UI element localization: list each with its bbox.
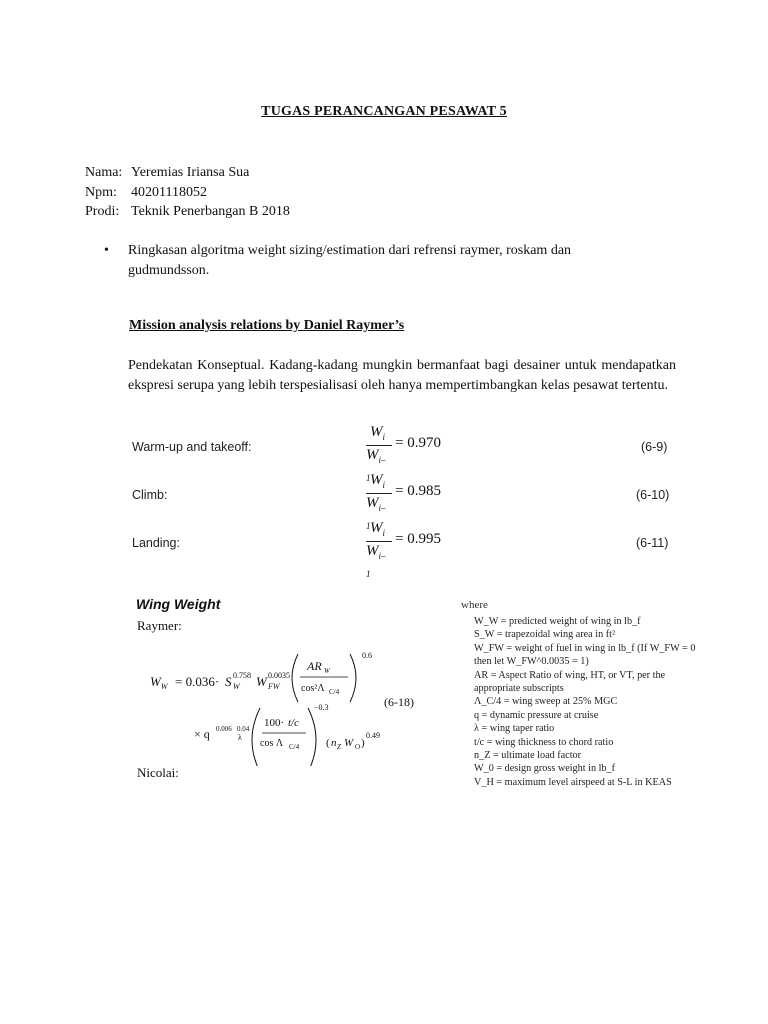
document-title: TUGAS PERANCANGAN PESAWAT 5	[261, 104, 507, 119]
definition-item: W_W = predicted weight of wing in lb_f	[474, 616, 641, 627]
svg-text:W: W	[233, 682, 240, 691]
student-info	[85, 163, 290, 222]
info-label: Nama:	[85, 165, 123, 180]
info-value: Teknik Penerbangan B 2018	[131, 204, 290, 219]
definition-item: t/c = wing thickness to chord ratio	[474, 736, 614, 748]
svg-text:C/4: C/4	[329, 688, 340, 696]
equation-number: (6-18)	[384, 695, 414, 709]
definition-item: V_H = maximum level airspeed at S-L in KEAS	[474, 776, 672, 788]
svg-text:FW: FW	[268, 682, 280, 691]
svg-text:0.6: 0.6	[362, 651, 372, 660]
info-value: Yeremias Iriansa Sua	[131, 165, 250, 180]
wing-weight-title: Wing Weight	[136, 596, 221, 612]
definition-item: q = dynamic pressure at cruise	[474, 709, 599, 721]
info-label: Npm:	[85, 184, 117, 200]
svg-text:AR: AR	[307, 659, 322, 673]
nicolai-label: Nicolai:	[137, 765, 179, 780]
svg-text:0.006: 0.006	[216, 725, 232, 733]
svg-text:0.0035: 0.0035	[268, 671, 290, 680]
equation-label: Landing:	[132, 536, 180, 550]
equation-number: (6-9)	[641, 440, 668, 454]
equation-value: = 0.995	[395, 531, 441, 547]
svg-text:= 0.036·: = 0.036·	[175, 674, 220, 689]
bullet-icon: •	[104, 243, 109, 258]
svg-text:λ: λ	[238, 733, 242, 742]
svg-text:× q: × q	[194, 727, 210, 741]
section-heading: Mission analysis relations by Daniel Raymer’s	[129, 318, 405, 333]
definition-item: λ = wing taper ratio	[474, 723, 555, 735]
equation-label: Climb:	[132, 488, 168, 502]
info-row-prodi	[85, 202, 290, 222]
equation-number: (6-11)	[636, 536, 669, 550]
svg-text:0.49: 0.49	[366, 731, 380, 740]
equation-value: = 0.985	[395, 483, 441, 499]
svg-text:0.04: 0.04	[237, 725, 250, 733]
definition-item: AR = Aspect Ratio of wing, HT, or VT, per the appropriate subscripts	[474, 669, 666, 695]
bullet-text: Ringkasan algoritma weight sizing/estimation dari refrensi raymer, roskam dan gudmundsson.	[128, 243, 572, 278]
svg-text:cos Λ: cos Λ	[260, 738, 284, 749]
raymer-label: Raymer:	[137, 618, 182, 633]
body-paragraph: Pendekatan Konseptual. Kadang-kadang mungkin bermanfaat bagi desainer untuk mendapatkan ekspresi serupa yang lebih terspesialisasi oleh hanya mempertimbangkan kelas pesawat tertentu.	[128, 358, 676, 393]
svg-text:100·: 100·	[264, 717, 285, 729]
definition-item: W_0 = design gross weight in lb_f	[474, 763, 615, 775]
svg-text:n: n	[331, 737, 337, 749]
definition-item: S_W = trapezoidal wing area in ft²	[474, 629, 616, 641]
equation-label: Warm-up and takeoff:	[132, 440, 252, 454]
svg-text:S: S	[225, 674, 232, 689]
definition-item: Λ_C/4 = wing sweep at 25% MGC	[474, 696, 618, 708]
equation-value: = 0.970	[395, 435, 441, 451]
svg-text:WW: $W_W$	[150, 674, 168, 691]
svg-text:Z: Z	[337, 743, 341, 751]
svg-text:C/4: C/4	[289, 743, 300, 751]
info-row-npm	[85, 183, 290, 203]
svg-text:W: W	[324, 667, 330, 675]
svg-text:(: (	[326, 737, 330, 749]
svg-text:cos²Λ: cos²Λ	[301, 683, 325, 694]
definition-list	[474, 615, 704, 789]
where-title: where	[461, 599, 488, 611]
svg-text:t/c: t/c	[288, 717, 299, 729]
definition-item: W_FW = weight of fuel in wing in lb_f (If W_FW = 0 then let W_FW^0.0035 = 1)	[474, 642, 696, 668]
svg-text:−0.3: −0.3	[314, 703, 329, 712]
svg-text:0.758: 0.758	[233, 671, 251, 680]
definition-item: n_Z = ultimate load factor	[474, 750, 582, 762]
equation-number: (6-10)	[636, 488, 670, 502]
equation-row-landing: Landing: $W_i$ $W_{i-1}$ = 0.995 (6-11)	[132, 520, 669, 579]
svg-text:W: W	[256, 674, 267, 689]
svg-text:W: W	[344, 737, 354, 749]
wing-weight-figure	[136, 596, 696, 816]
equation-row-climb: Climb: $W_i$ $W_{i-1}$ = 0.985 (6-10)	[132, 472, 670, 531]
info-row-name	[85, 163, 290, 183]
info-label: Prodi:	[85, 204, 120, 219]
svg-text:O: O	[355, 743, 361, 751]
info-value: 40201118052	[131, 184, 207, 200]
svg-text:): )	[361, 737, 365, 749]
equation-row-warmup: Warm-up and takeoff: $W_i$ $W_{i-1}$ = 0.970 (6-9)	[132, 424, 668, 483]
